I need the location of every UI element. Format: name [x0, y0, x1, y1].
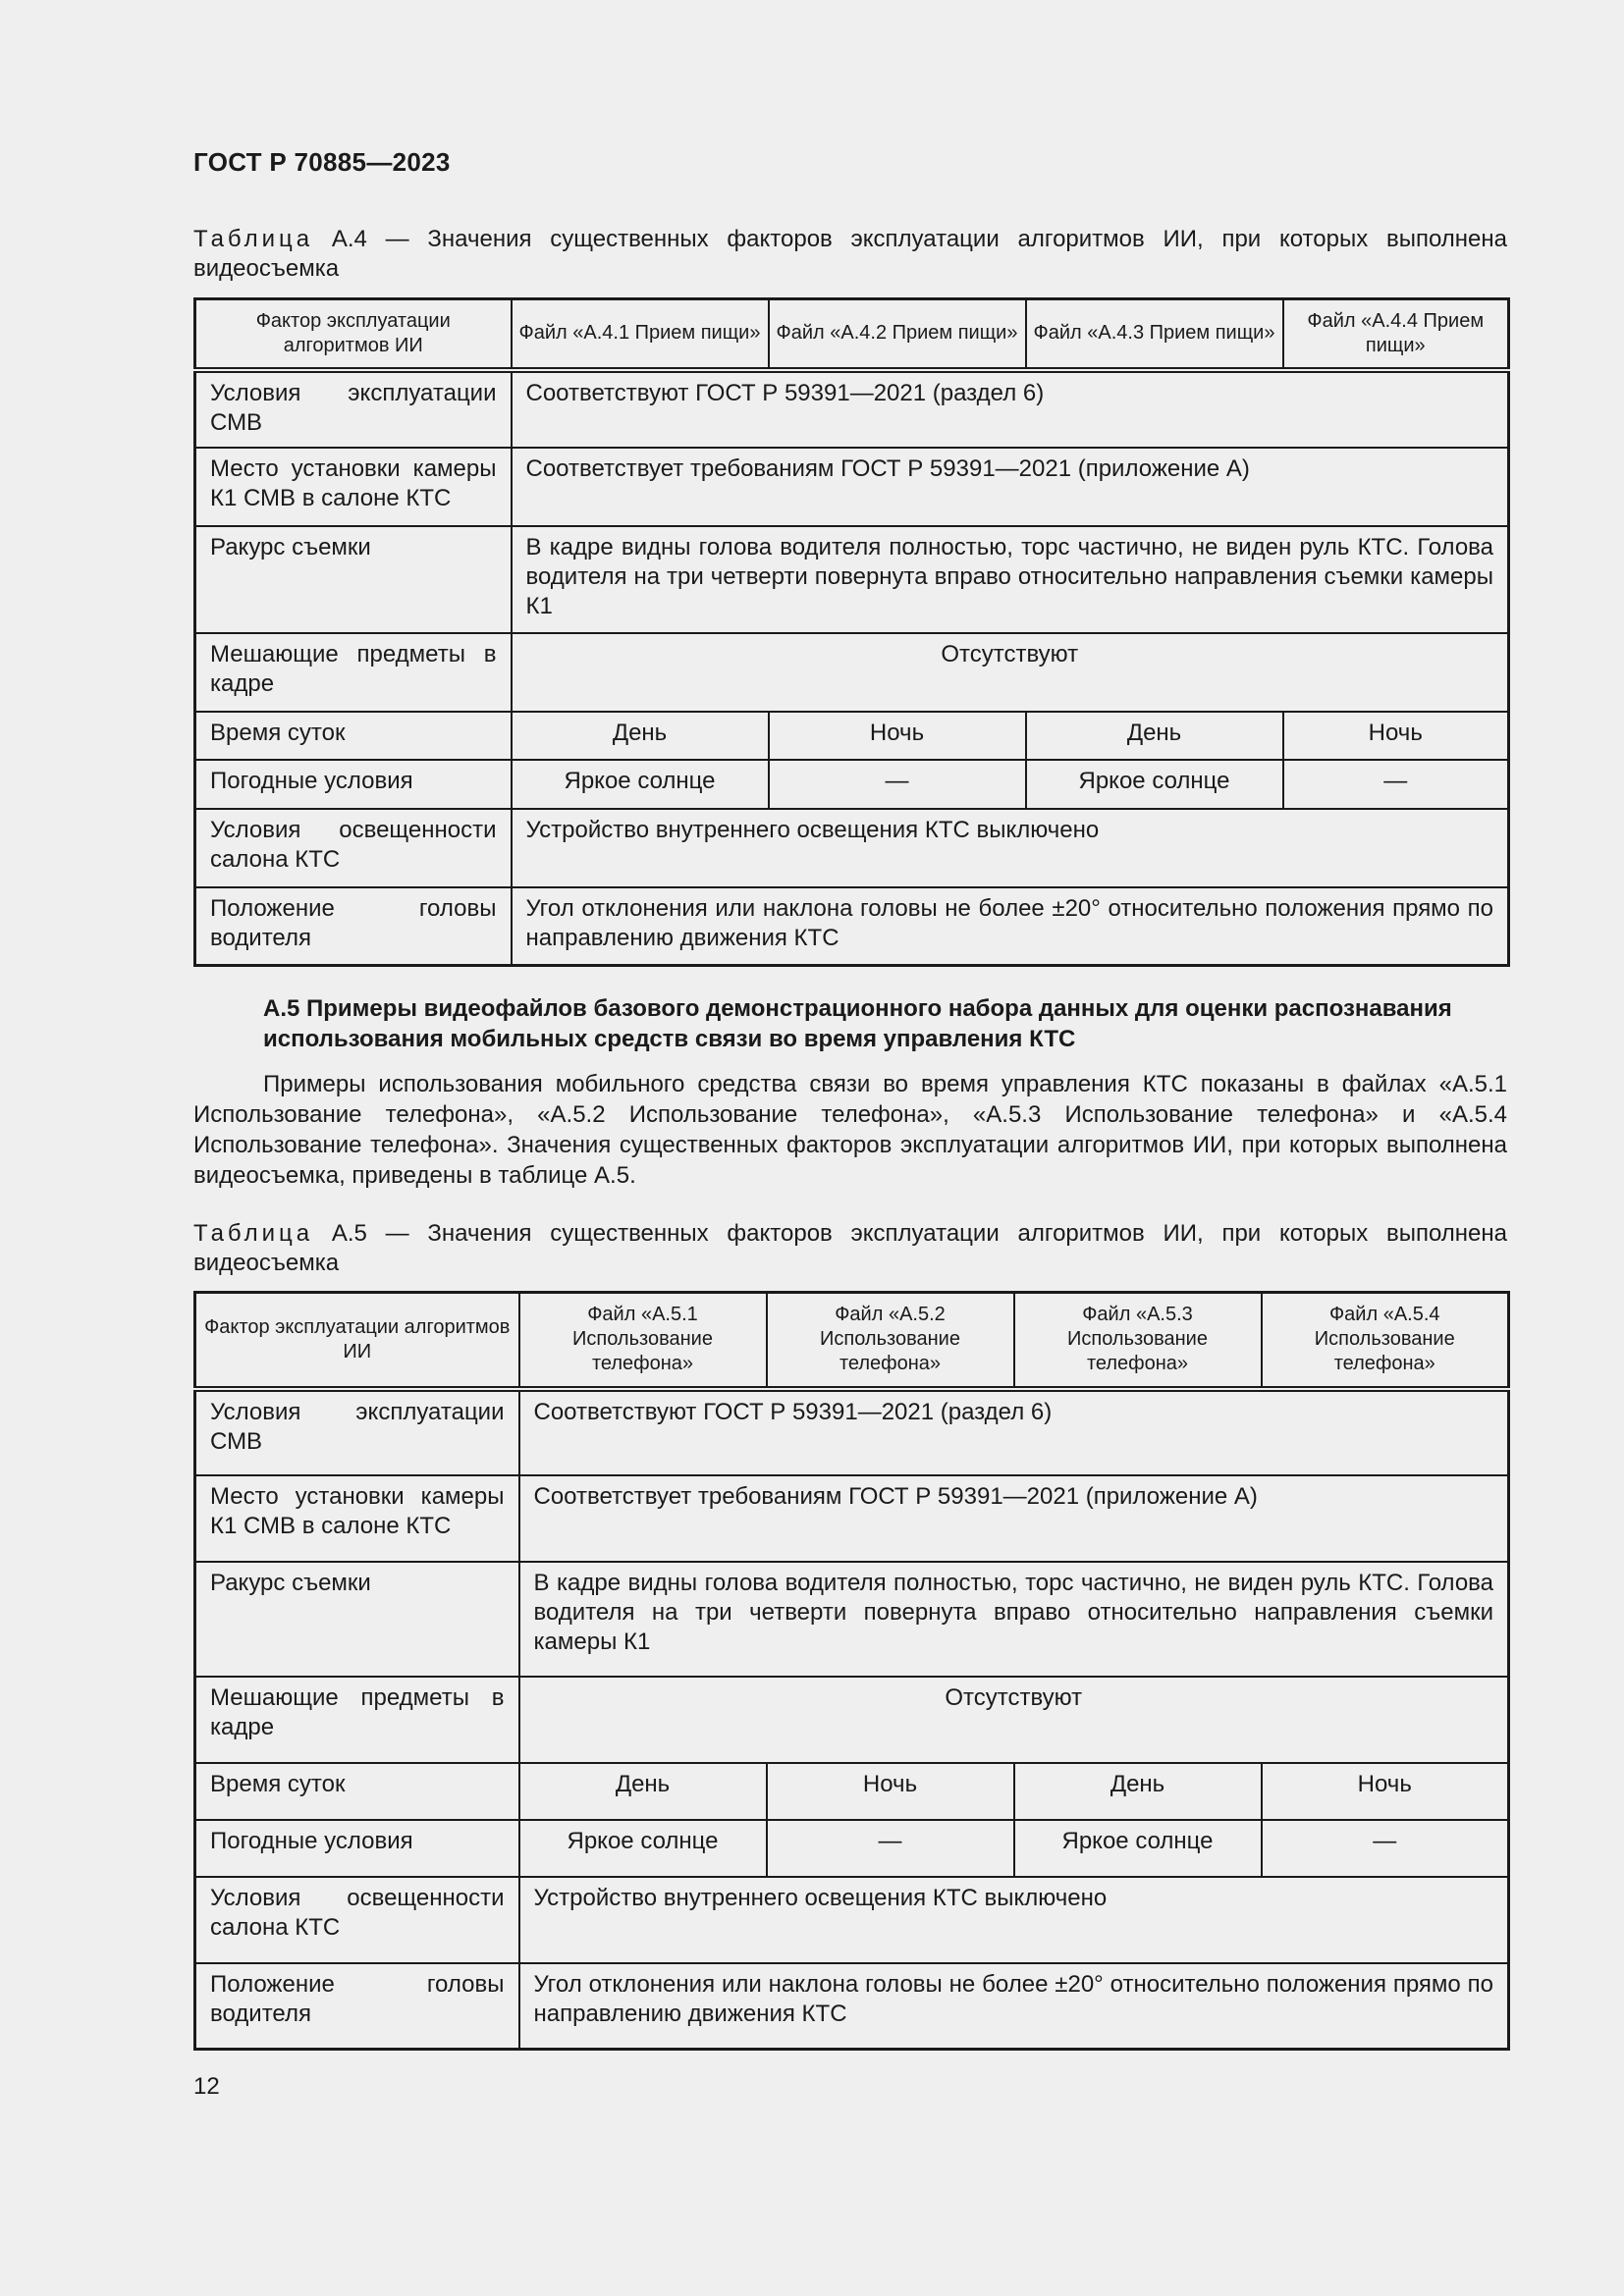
value-cell: Яркое солнце: [512, 760, 769, 809]
table-row: [195, 526, 1509, 633]
value-cell: Устройство внутреннего освещения КТС выключено: [519, 1877, 1509, 1963]
value-cell: Соответствует требованиям ГОСТ Р 59391—2021 (приложение А): [512, 448, 1509, 526]
factor-cell: Погодные условия: [195, 760, 512, 809]
table-a4-head-file-4: Файл «А.4.4 Прием пищи»: [1283, 299, 1509, 370]
table-a5-head-file-2: Файл «А.5.2 Использование телефона»: [767, 1293, 1014, 1389]
table-row: [195, 1963, 1509, 2050]
value-cell: Соответствует требованиям ГОСТ Р 59391—2021 (приложение А): [519, 1475, 1509, 1562]
value-cell: Соответствуют ГОСТ Р 59391—2021 (раздел 6): [519, 1389, 1509, 1475]
page-number: 12: [193, 2073, 220, 2100]
table-row: [195, 1877, 1509, 1963]
table-row: [195, 809, 1509, 887]
table-a5-head-factor: Фактор эксплуатации алгоритмов ИИ: [195, 1293, 519, 1389]
table-a5-caption: [193, 1219, 1507, 1278]
value-cell: —: [1283, 760, 1509, 809]
table-a4-head-file-3: Файл «А.4.3 Прием пищи»: [1026, 299, 1283, 370]
value-cell: День: [512, 712, 769, 760]
factor-cell: Положение головы водителя: [195, 1963, 519, 2050]
table-a4-header-row: [195, 299, 1509, 370]
factor-cell: Погодные условия: [195, 1820, 519, 1877]
value-cell: —: [769, 760, 1026, 809]
table-row: [195, 370, 1509, 448]
value-cell: Яркое солнце: [1026, 760, 1283, 809]
value-cell: День: [1014, 1763, 1262, 1820]
value-cell: Ночь: [1283, 712, 1509, 760]
value-cell: В кадре видны голова водителя полностью, торс частично, не виден руль КТС. Голова водителя на три четверти повернута вправо относительно направления съемки камеры К1: [519, 1562, 1509, 1677]
table-row: [195, 1562, 1509, 1677]
table-a5-caption-text: А.5 — Значения существенных факторов эксплуатации алгоритмов ИИ, при которых выполнена видеосъемка: [193, 1220, 1507, 1276]
table-a5-caption-word: Таблица: [193, 1220, 314, 1247]
factor-cell: Условия освещенности салона КТС: [195, 809, 512, 887]
factor-cell: Место установки камеры К1 СМВ в салоне КТС: [195, 1475, 519, 1562]
table-a5-head-file-3: Файл «А.5.3 Использование телефона»: [1014, 1293, 1262, 1389]
value-cell: День: [1026, 712, 1283, 760]
table-row: [195, 887, 1509, 966]
factor-cell: Мешающие предметы в кадре: [195, 1677, 519, 1763]
factor-cell: Время суток: [195, 1763, 519, 1820]
factor-cell: Мешающие предметы в кадре: [195, 633, 512, 712]
table-a4: [193, 297, 1510, 967]
factor-cell: Ракурс съемки: [195, 526, 512, 633]
value-cell: —: [767, 1820, 1014, 1877]
factor-cell: Условия освещенности салона КТС: [195, 1877, 519, 1963]
value-cell: —: [1262, 1820, 1509, 1877]
section-a5-title: А.5 Примеры видеофайлов базового демонстрационного набора данных для оценки распознавания использования мобильных средств связи во время управления КТС: [263, 995, 1452, 1052]
factor-cell: Место установки камеры К1 СМВ в салоне КТС: [195, 448, 512, 526]
table-row: [195, 1763, 1509, 1820]
factor-cell: Условия эксплуатации СМВ: [195, 370, 512, 448]
table-a4-head-factor: Фактор эксплуатации алгоритмов ИИ: [195, 299, 512, 370]
value-cell: Соответствуют ГОСТ Р 59391—2021 (раздел 6): [512, 370, 1509, 448]
section-a5-paragraph: Примеры использования мобильного средства связи во время управления КТС показаны в файлах «А.5.1 Использование телефона», «А.5.2 Использование телефона», «А.5.3 Использование телефона» и «А.5.4 Использование телефона». Значения существенных факторов эксплуатации алгоритмов ИИ, при которых выполнена видеосъемка, приведены в таблице А.5.: [193, 1071, 1507, 1189]
table-row: [195, 1475, 1509, 1562]
factor-cell: Положение головы водителя: [195, 887, 512, 966]
factor-cell: Условия эксплуатации СМВ: [195, 1389, 519, 1475]
value-cell: Устройство внутреннего освещения КТС выключено: [512, 809, 1509, 887]
factor-cell: Время суток: [195, 712, 512, 760]
value-cell: Угол отклонения или наклона головы не более ±20° относительно положения прямо по направлению движения КТС: [512, 887, 1509, 966]
table-row: [195, 1820, 1509, 1877]
value-cell: Ночь: [1262, 1763, 1509, 1820]
table-a4-caption-text: А.4 — Значения существенных факторов эксплуатации алгоритмов ИИ, при которых выполнена видеосъемка: [193, 226, 1507, 282]
value-cell: Яркое солнце: [519, 1820, 767, 1877]
value-cell: Отсутствуют: [512, 633, 1509, 712]
document-header: ГОСТ Р 70885—2023: [193, 147, 451, 177]
table-a5-head-file-4: Файл «А.5.4 Использование телефона»: [1262, 1293, 1509, 1389]
table-row: [195, 1677, 1509, 1763]
factor-cell: Ракурс съемки: [195, 1562, 519, 1677]
table-row: [195, 448, 1509, 526]
value-cell: В кадре видны голова водителя полностью, торс частично, не виден руль КТС. Голова водителя на три четверти повернута вправо относительно направления съемки камеры К1: [512, 526, 1509, 633]
table-a5-header-row: [195, 1293, 1509, 1389]
table-a4-head-file-2: Файл «А.4.2 Прием пищи»: [769, 299, 1026, 370]
value-cell: Яркое солнце: [1014, 1820, 1262, 1877]
value-cell: Отсутствуют: [519, 1677, 1509, 1763]
table-a4-caption-word: Таблица: [193, 226, 314, 252]
value-cell: Ночь: [767, 1763, 1014, 1820]
table-a5-head-file-1: Файл «А.5.1 Использование телефона»: [519, 1293, 767, 1389]
value-cell: Угол отклонения или наклона головы не более ±20° относительно положения прямо по направлению движения КТС: [519, 1963, 1509, 2050]
table-row: [195, 760, 1509, 809]
value-cell: День: [519, 1763, 767, 1820]
table-row: [195, 633, 1509, 712]
table-a4-caption: [193, 225, 1507, 284]
table-a5: [193, 1291, 1510, 2051]
table-row: [195, 1389, 1509, 1475]
table-row: [195, 712, 1509, 760]
table-a4-head-file-1: Файл «А.4.1 Прием пищи»: [512, 299, 769, 370]
value-cell: Ночь: [769, 712, 1026, 760]
